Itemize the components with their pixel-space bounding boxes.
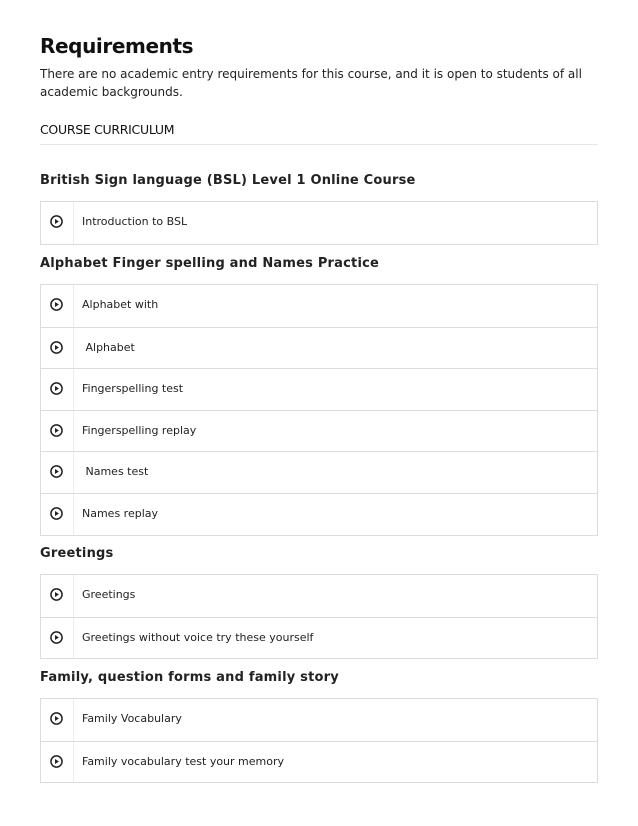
- lesson-list: [40, 698, 598, 783]
- divider: [40, 144, 598, 145]
- row-divider: [73, 494, 74, 535]
- section-title: Family, question forms and family story: [40, 670, 339, 685]
- lesson-list: [40, 574, 598, 659]
- lesson-list: [40, 284, 598, 536]
- lesson-item[interactable]: [41, 617, 597, 659]
- lesson-label: Greetings: [82, 588, 136, 601]
- lesson-item[interactable]: [41, 368, 597, 410]
- section-title: Alphabet Finger spelling and Names Practice: [40, 256, 380, 271]
- row-divider: [73, 618, 74, 659]
- lesson-label: Family Vocabulary: [82, 712, 182, 725]
- play-circle-icon: [50, 755, 63, 768]
- curriculum-label: COURSE CURRICULUM: [40, 122, 175, 137]
- row-divider: [73, 452, 74, 493]
- play-circle-icon: [50, 215, 63, 228]
- play-circle-icon: [50, 465, 63, 478]
- lesson-label: Greetings without voice try these yourself: [82, 630, 314, 644]
- play-circle-icon: [50, 298, 63, 311]
- lesson-label: Fingerspelling test: [82, 382, 184, 396]
- lesson-item[interactable]: [41, 699, 597, 741]
- lesson-label: Introduction to BSL: [82, 215, 188, 228]
- section-title: Greetings: [40, 546, 114, 561]
- play-circle-icon: [50, 507, 63, 520]
- requirements-title: Requirements: [40, 34, 194, 58]
- row-divider: [73, 328, 74, 369]
- play-circle-icon: [50, 341, 63, 354]
- row-divider: [73, 369, 74, 410]
- lesson-item[interactable]: [41, 202, 597, 244]
- row-divider: [73, 202, 74, 244]
- row-divider: [73, 285, 74, 327]
- play-circle-icon: [50, 631, 63, 644]
- play-circle-icon: [50, 424, 63, 437]
- lesson-item[interactable]: [41, 285, 597, 327]
- play-circle-icon: [50, 588, 63, 601]
- lesson-item[interactable]: [41, 410, 597, 452]
- lesson-label: Family vocabulary test your memory: [82, 754, 285, 768]
- lesson-item[interactable]: [41, 741, 597, 783]
- lesson-label: Alphabet with: [82, 298, 159, 311]
- lesson-label: Names test: [82, 465, 149, 479]
- row-divider: [73, 699, 74, 741]
- lesson-label: Alphabet: [82, 340, 135, 354]
- requirements-text: There are no academic entry requirements for this course, and it is open to students of all academic backgrounds.: [40, 67, 582, 99]
- row-divider: [73, 742, 74, 783]
- section-title: British Sign language (BSL) Level 1 Online Course: [40, 173, 416, 188]
- play-circle-icon: [50, 712, 63, 725]
- row-divider: [73, 411, 74, 452]
- row-divider: [73, 575, 74, 617]
- lesson-item[interactable]: [41, 575, 597, 617]
- lesson-item[interactable]: [41, 451, 597, 493]
- lesson-label: Names replay: [82, 506, 159, 520]
- play-circle-icon: [50, 382, 63, 395]
- lesson-label: Fingerspelling replay: [82, 423, 197, 437]
- lesson-item[interactable]: [41, 493, 597, 535]
- lesson-item[interactable]: [41, 327, 597, 369]
- lesson-list: [40, 201, 598, 245]
